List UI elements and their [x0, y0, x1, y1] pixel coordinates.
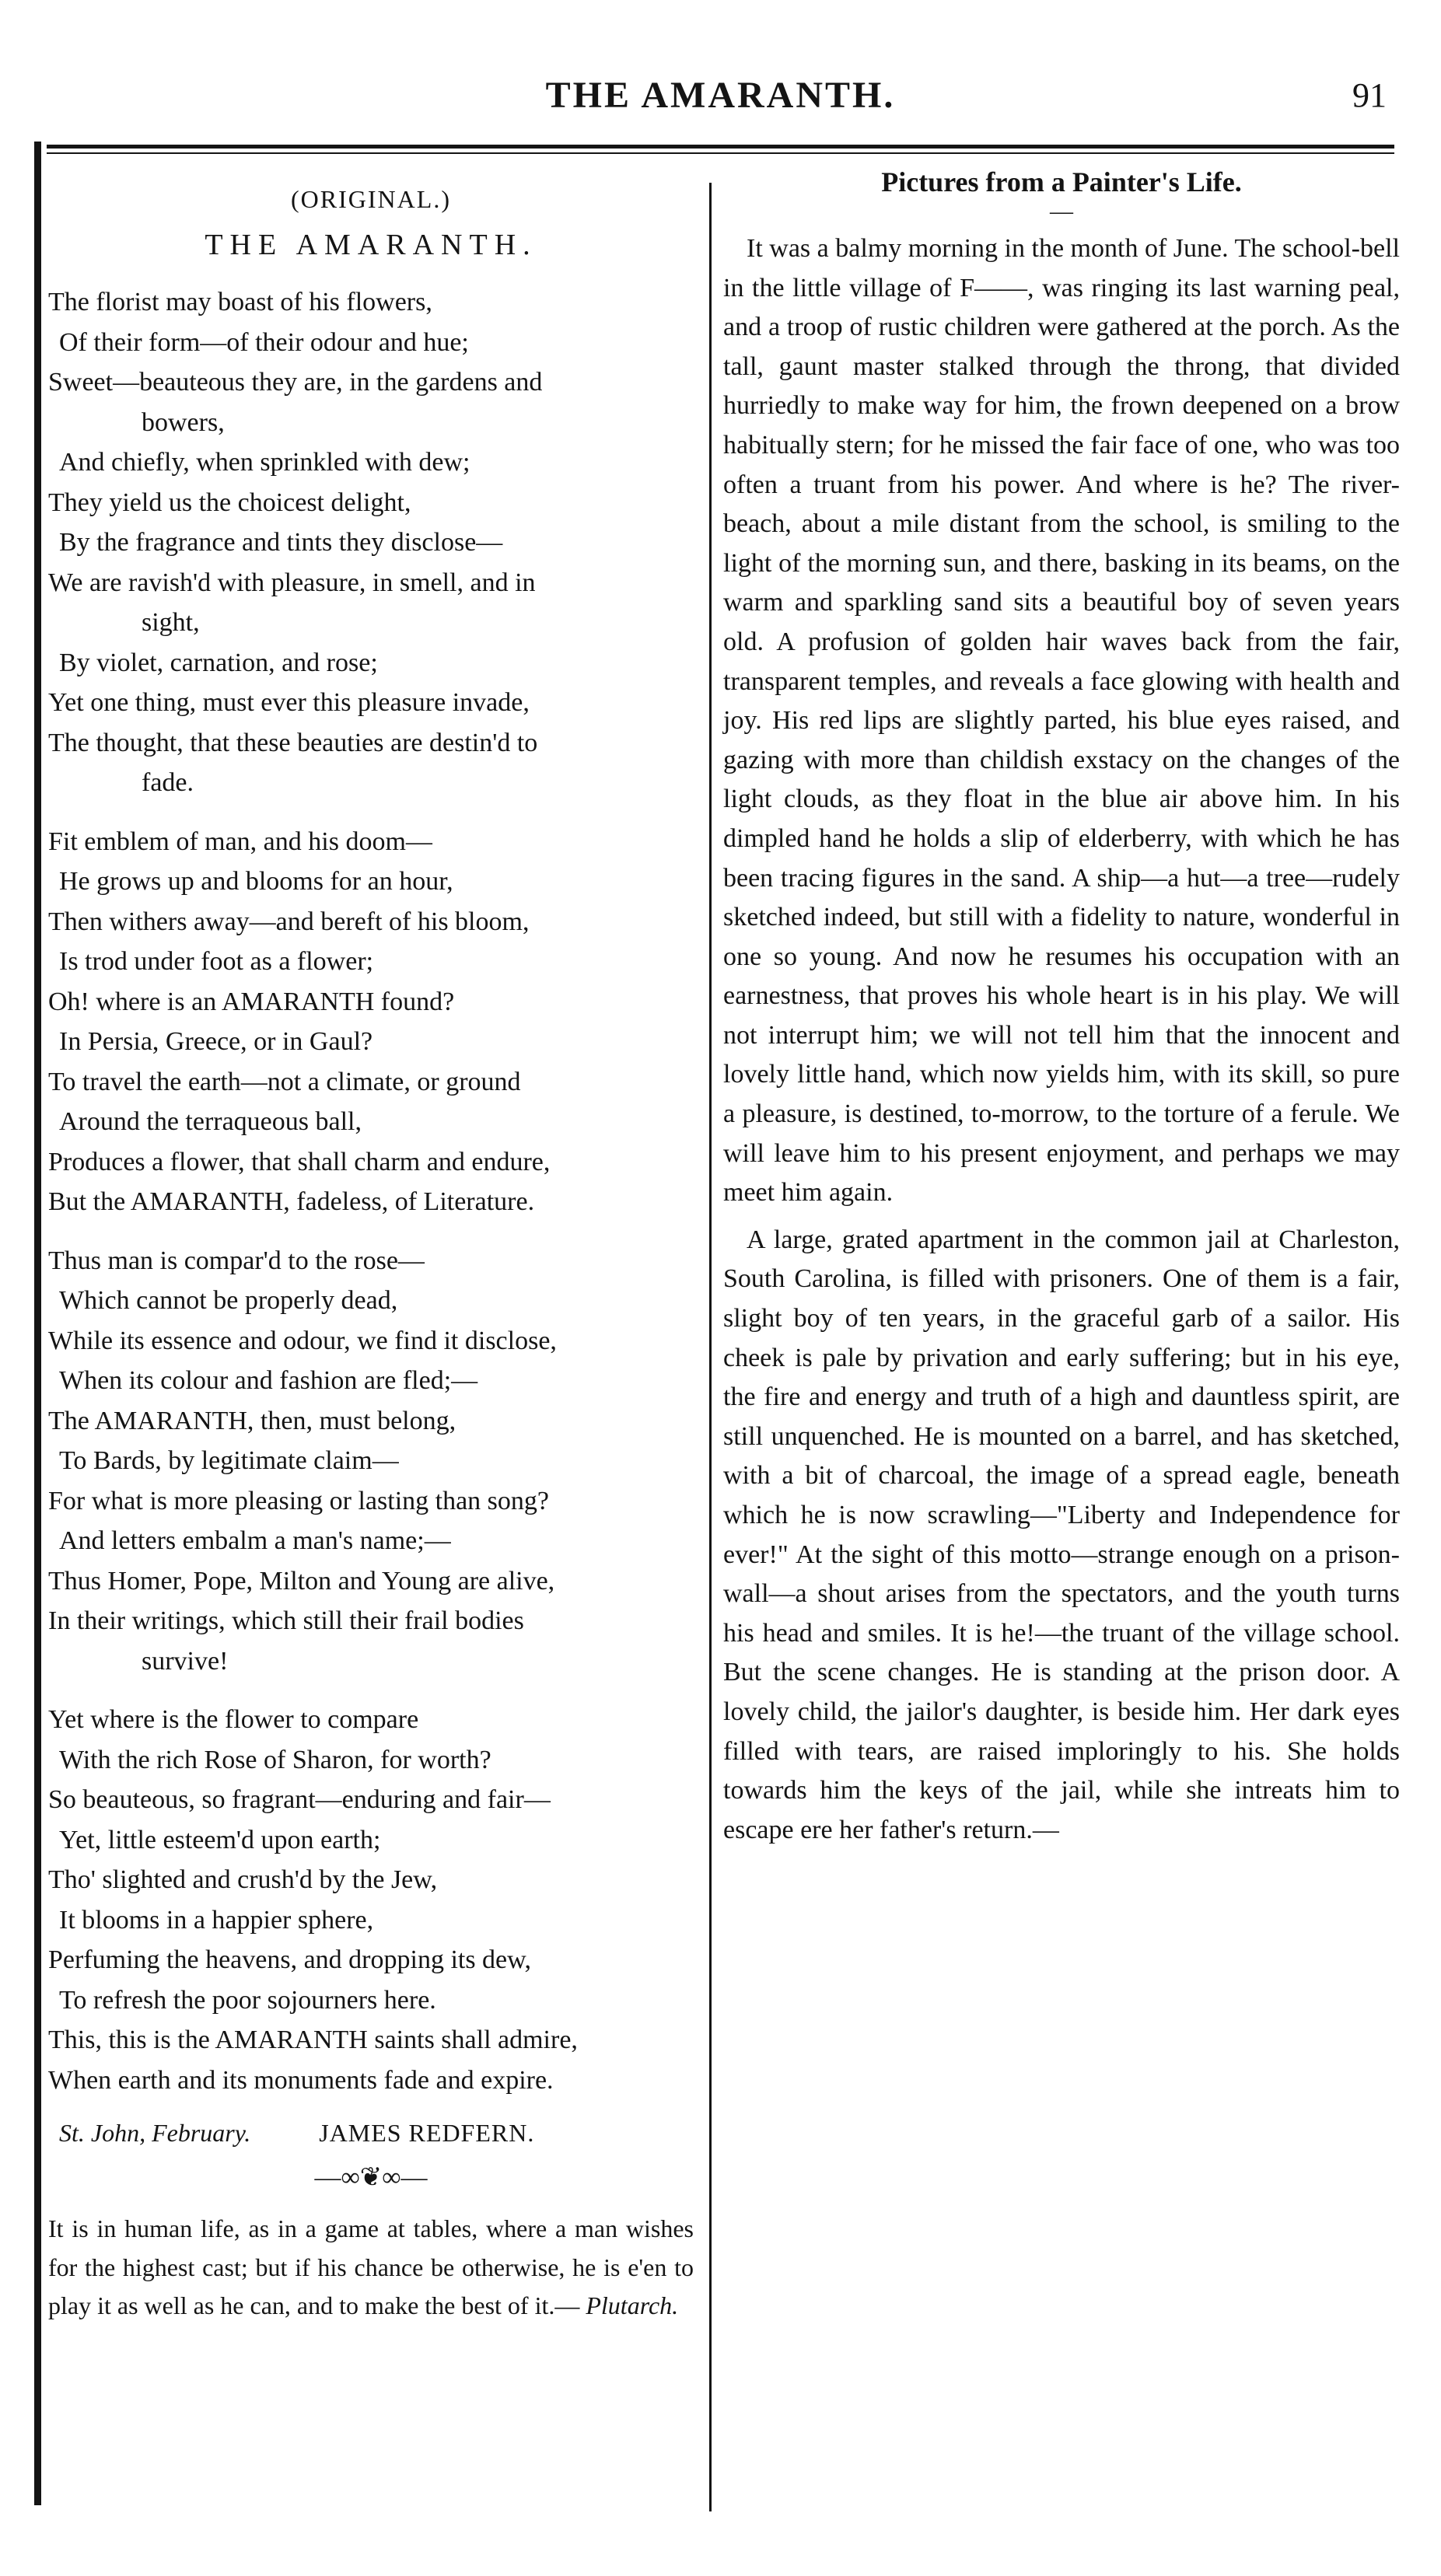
- poem-line: For what is more pleasing or lasting than song?: [48, 1486, 550, 1515]
- poem-line: By the fragrance and tints they disclose—: [59, 528, 503, 557]
- poem-line: With the rich Rose of Sharon, for worth?: [59, 1745, 491, 1774]
- poem-line: fade.: [142, 768, 194, 797]
- poem-line: By violet, carnation, and rose;: [59, 648, 378, 677]
- right-column: [723, 159, 1400, 1858]
- header-rule-bottom: [47, 152, 1394, 154]
- poem-line: We are ravish'd with pleasure, in smell, and in: [48, 568, 536, 597]
- poem-line: While its essence and odour, we find it disclose,: [48, 1326, 557, 1355]
- poem-stanza: [48, 822, 694, 1222]
- poem-line: survive!: [142, 1646, 229, 1676]
- poem-stanza: [48, 1700, 694, 2100]
- poem-stanza: [48, 282, 694, 803]
- poem-line: Tho' slighted and crush'd by the Jew,: [48, 1865, 438, 1894]
- article-paragraph: It was a balmy morning in the month of June. The school-bell in the little village of F——, was ringing its last warning peal, and a troop of rustic children were gathered at the porch. As the tall, gaunt master stalked through the throng, that divided hurriedly to make way for him, the frown deepened on a brow habitually stern; for he missed the fair face of one, who was too often a truant from his power. And where is he? The river-beach, about a mile distant from the school, is smiling to the light of the morning sun, and there, basking in its beams, on the warm and sparkling sand sits a beautiful boy of seven years old. A profusion of golden hair waves back from the fair, transparent temples, and reveals a face glowing with health and joy. His red lips are slightly parted, his blue eyes raised, and gazing with more than childish exstacy on the changes of the light clouds, as they float in the blue air above him. In his dimpled hand he holds a slip of elderberry, with which he has been tracing figures in the sand. A ship—a hut—a tree—rudely sketched indeed, but still with a fidelity to nature, wonderful in one so young. And now he resumes his occupation with an earnestness, that proves his whole heart is in his play. We will not interrupt him; we will not tell him that the innocent and lovely little hand, which now yields him, with its skill, so pure a pleasure, is destined, to-morrow, to the torture of a ferule. We will leave him to his present enjoyment, and perhaps we may meet him again.: [723, 234, 1400, 1208]
- ornament-divider: —∞❦∞—: [314, 2163, 428, 2192]
- poem-line: Perfuming the heavens, and dropping its dew,: [48, 1945, 531, 1974]
- header-rule-top: [47, 145, 1394, 149]
- poem-line: Around the terraqueous ball,: [59, 1107, 362, 1136]
- poem-line: Oh! where is an AMARANTH found?: [48, 987, 455, 1016]
- poem-title: THE AMARANTH.: [205, 229, 537, 261]
- poem-line: Yet one thing, must ever this pleasure invade,: [48, 688, 530, 717]
- poem-line: But the AMARANTH, fadeless, of Literature.: [48, 1187, 535, 1216]
- poem-line: He grows up and blooms for an hour,: [59, 867, 453, 896]
- left-margin-bar: [34, 142, 41, 2505]
- poem-line: Is trod under foot as a flower;: [59, 947, 374, 976]
- signature-name: JAMES REDFERN.: [319, 2119, 535, 2147]
- poem-line: And letters embalm a man's name;—: [59, 1526, 451, 1555]
- poem-line: The thought, that these beauties are destin'd to: [48, 728, 538, 757]
- quote-attribution: Plutarch.: [586, 2291, 679, 2319]
- poem-line: To travel the earth—not a climate, or ground: [48, 1067, 521, 1096]
- column-divider: [709, 183, 712, 2511]
- poem-line: To Bards, by legitimate claim—: [59, 1446, 399, 1475]
- poem-signature: [48, 2119, 694, 2148]
- poem-line: This, this is the AMARANTH saints shall admire,: [48, 2025, 578, 2054]
- poem-stanza: [48, 1241, 694, 1682]
- poem-line: When earth and its monuments fade and expire.: [48, 2065, 554, 2095]
- article-body: [723, 229, 1400, 1850]
- title-dash: —: [1050, 198, 1073, 224]
- poem-line: Yet, little esteem'd upon earth;: [59, 1825, 381, 1854]
- poem-line: When its colour and fashion are fled;—: [59, 1366, 478, 1395]
- poem-line: Sweet—beauteous they are, in the gardens and: [48, 368, 543, 397]
- poem-line: And chiefly, when sprinkled with dew;: [59, 448, 470, 477]
- poem-line: Which cannot be properly dead,: [59, 1286, 398, 1315]
- poem-line: sight,: [142, 608, 200, 637]
- poem-line: Of their form—of their odour and hue;: [59, 327, 469, 357]
- poem-line: The florist may boast of his flowers,: [48, 288, 432, 316]
- poem-line: In Persia, Greece, or in Gaul?: [59, 1027, 373, 1056]
- poem-line: In their writings, which still their frail bodies: [48, 1606, 524, 1635]
- quote-text: It is in human life, as in a game at tables, where a man wishes for the highest cast; but if his chance be otherwise, he is e'en to play it as well as he can, and to make the best of it.—: [48, 2214, 694, 2319]
- poem: [48, 282, 694, 2100]
- article-paragraph: A large, grated apartment in the common jail at Charleston, South Carolina, is filled with prisoners. One of them is a fair, slight boy of ten years, in the graceful garb of a sailor. His cheek is pale by privation and early suffering; but in his eye, the fire and energy and truth of a high and dauntless spirit, are still unquenched. He is mounted on a barrel, and has sketched, with a bit of charcoal, the image of a spread eagle, beneath which he is now scrawling—"Liberty and Independence for ever!" At the sight of this motto—strange enough on a prison-wall—a shout arises from the spectators, and the youth turns his head and smiles. It is he!—the truant of the village school. But the scene changes. He is standing at the prison door. A lovely child, the jailor's daughter, is beside him. Her dark eyes filled with tears, are raised imploringly to his. She holds towards him the keys of the jail, while she intreats him to escape ere her father's return.—: [723, 1225, 1400, 1844]
- poem-line: It blooms in a happier sphere,: [59, 1905, 374, 1935]
- poem-line: Then withers away—and bereft of his bloom,: [48, 907, 530, 936]
- plutarch-quote: [48, 2210, 694, 2326]
- page-header: [47, 74, 1394, 144]
- poem-line: To refresh the poor sojourners here.: [59, 1985, 436, 2015]
- article-title: Pictures from a Painter's Life.: [881, 166, 1242, 197]
- poem-line: Yet where is the flower to compare: [48, 1705, 419, 1734]
- poem-line: Produces a flower, that shall charm and endure,: [48, 1147, 551, 1176]
- page-number: 91: [1352, 76, 1387, 114]
- original-label: (ORIGINAL.): [291, 185, 451, 213]
- signature-place: St. John, February.: [59, 2119, 251, 2147]
- poem-line: Thus man is compar'd to the rose—: [48, 1246, 425, 1275]
- poem-line: Fit emblem of man, and his doom—: [48, 827, 432, 856]
- poem-line: bowers,: [142, 407, 225, 437]
- poem-line: So beauteous, so fragrant—enduring and fair—: [48, 1785, 551, 1814]
- poem-line: The AMARANTH, then, must belong,: [48, 1406, 456, 1435]
- poem-line: Thus Homer, Pope, Milton and Young are alive,: [48, 1566, 555, 1596]
- running-title: THE AMARANTH.: [545, 75, 896, 116]
- poem-line: They yield us the choicest delight,: [48, 488, 411, 517]
- left-column: [48, 171, 694, 2326]
